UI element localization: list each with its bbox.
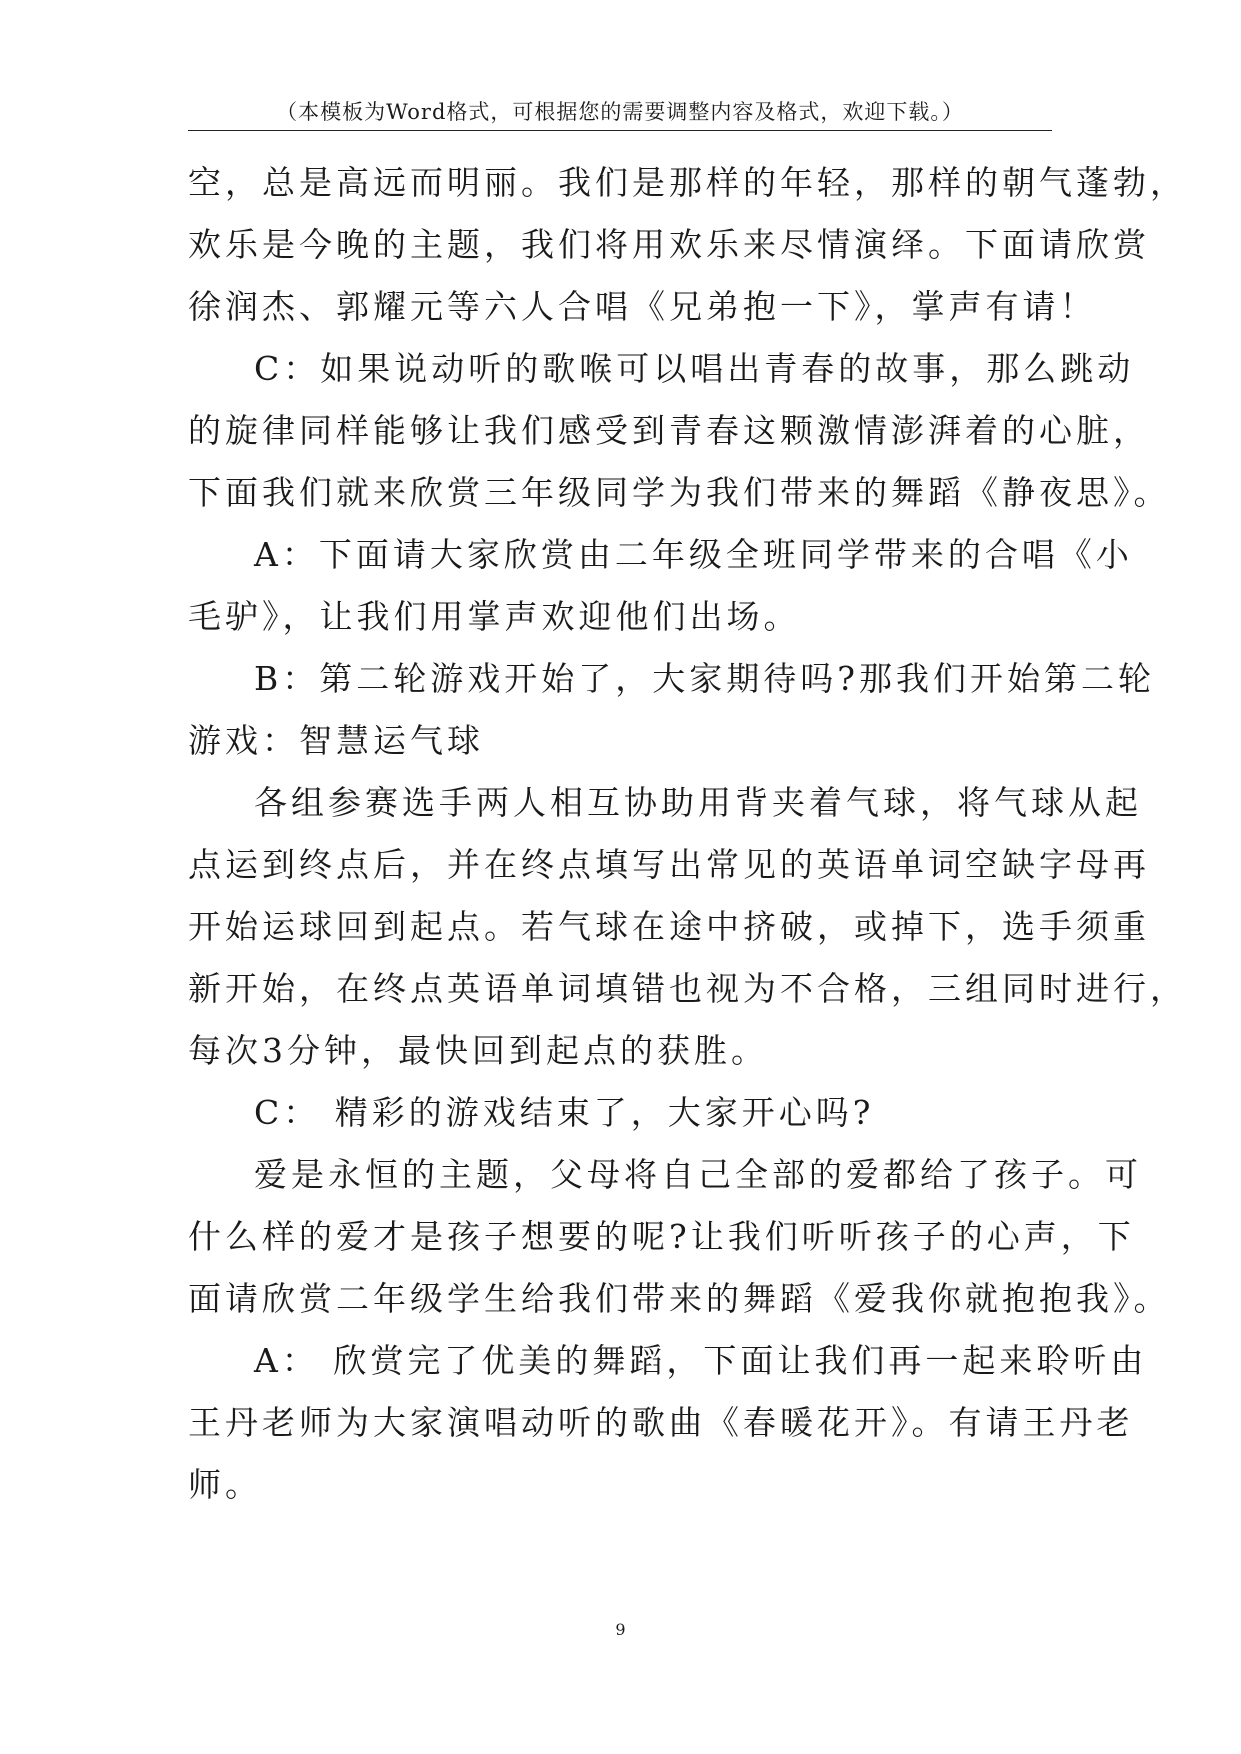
text-line: C： 精彩的游戏结束了，大家开心吗? bbox=[254, 1093, 875, 1132]
text-line: 什么样的爱才是孩子想要的呢?让我们听听孩子的心声，下 bbox=[188, 1217, 1135, 1256]
text-line: 每次3分钟，最快回到起点的获胜。 bbox=[188, 1031, 768, 1070]
text-line: 师。 bbox=[188, 1465, 262, 1504]
text-line: 点运到终点后，并在终点填写出常见的英语单词空缺字母再 bbox=[188, 845, 1150, 884]
text-line: A： 欣赏完了优美的舞蹈，下面让我们再一起来聆听由 bbox=[254, 1341, 1148, 1380]
page-number: 9 bbox=[615, 1620, 626, 1639]
text-line: 各组参赛选手两人相互协助用背夹着气球，将气球从起 bbox=[254, 783, 1142, 822]
text-line: 徐润杰、郭耀元等六人合唱《兄弟抱一下》，掌声有请！ bbox=[188, 287, 1097, 326]
text-line: 爱是永恒的主题，父母将自己全部的爱都给了孩子。可 bbox=[254, 1155, 1142, 1194]
text-line: C：如果说动听的歌喉可以唱出青春的故事，那么跳动 bbox=[254, 349, 1135, 388]
text-line: 的旋律同样能够让我们感受到青春这颗激情澎湃着的心脏， bbox=[188, 411, 1150, 450]
text-line: 毛驴》，让我们用掌声欢迎他们出场。 bbox=[188, 597, 801, 636]
header-divider bbox=[188, 130, 1052, 131]
body-text bbox=[188, 152, 1187, 1516]
text-line: B：第二轮游戏开始了，大家期待吗?那我们开始第二轮 bbox=[254, 659, 1155, 698]
text-line: 开始运球回到起点。若气球在途中挤破，或掉下，选手须重 bbox=[188, 907, 1150, 946]
text-line: 新开始，在终点英语单词填错也视为不合格，三组同时进行， bbox=[188, 969, 1187, 1008]
text-line: A：下面请大家欣赏由二年级全班同学带来的合唱《小 bbox=[254, 535, 1133, 574]
text-line: 面请欣赏二年级学生给我们带来的舞蹈《爱我你就抱抱我》。 bbox=[188, 1279, 1171, 1318]
text-line: 游戏：智慧运气球 bbox=[188, 721, 484, 760]
text-line: 欢乐是今晚的主题，我们将用欢乐来尽情演绎。下面请欣赏 bbox=[188, 225, 1150, 264]
text-line: 王丹老师为大家演唱动听的歌曲《春暖花开》。有请王丹老 bbox=[188, 1403, 1134, 1442]
template-header-note: （本模板为Word格式，可根据您的需要调整内容及格式，欢迎下载。） bbox=[276, 100, 964, 124]
text-line: 下面我们就来欣赏三年级同学为我们带来的舞蹈《静夜思》。 bbox=[188, 473, 1171, 512]
text-line: 空，总是高远而明丽。我们是那样的年轻，那样的朝气蓬勃， bbox=[188, 163, 1187, 202]
